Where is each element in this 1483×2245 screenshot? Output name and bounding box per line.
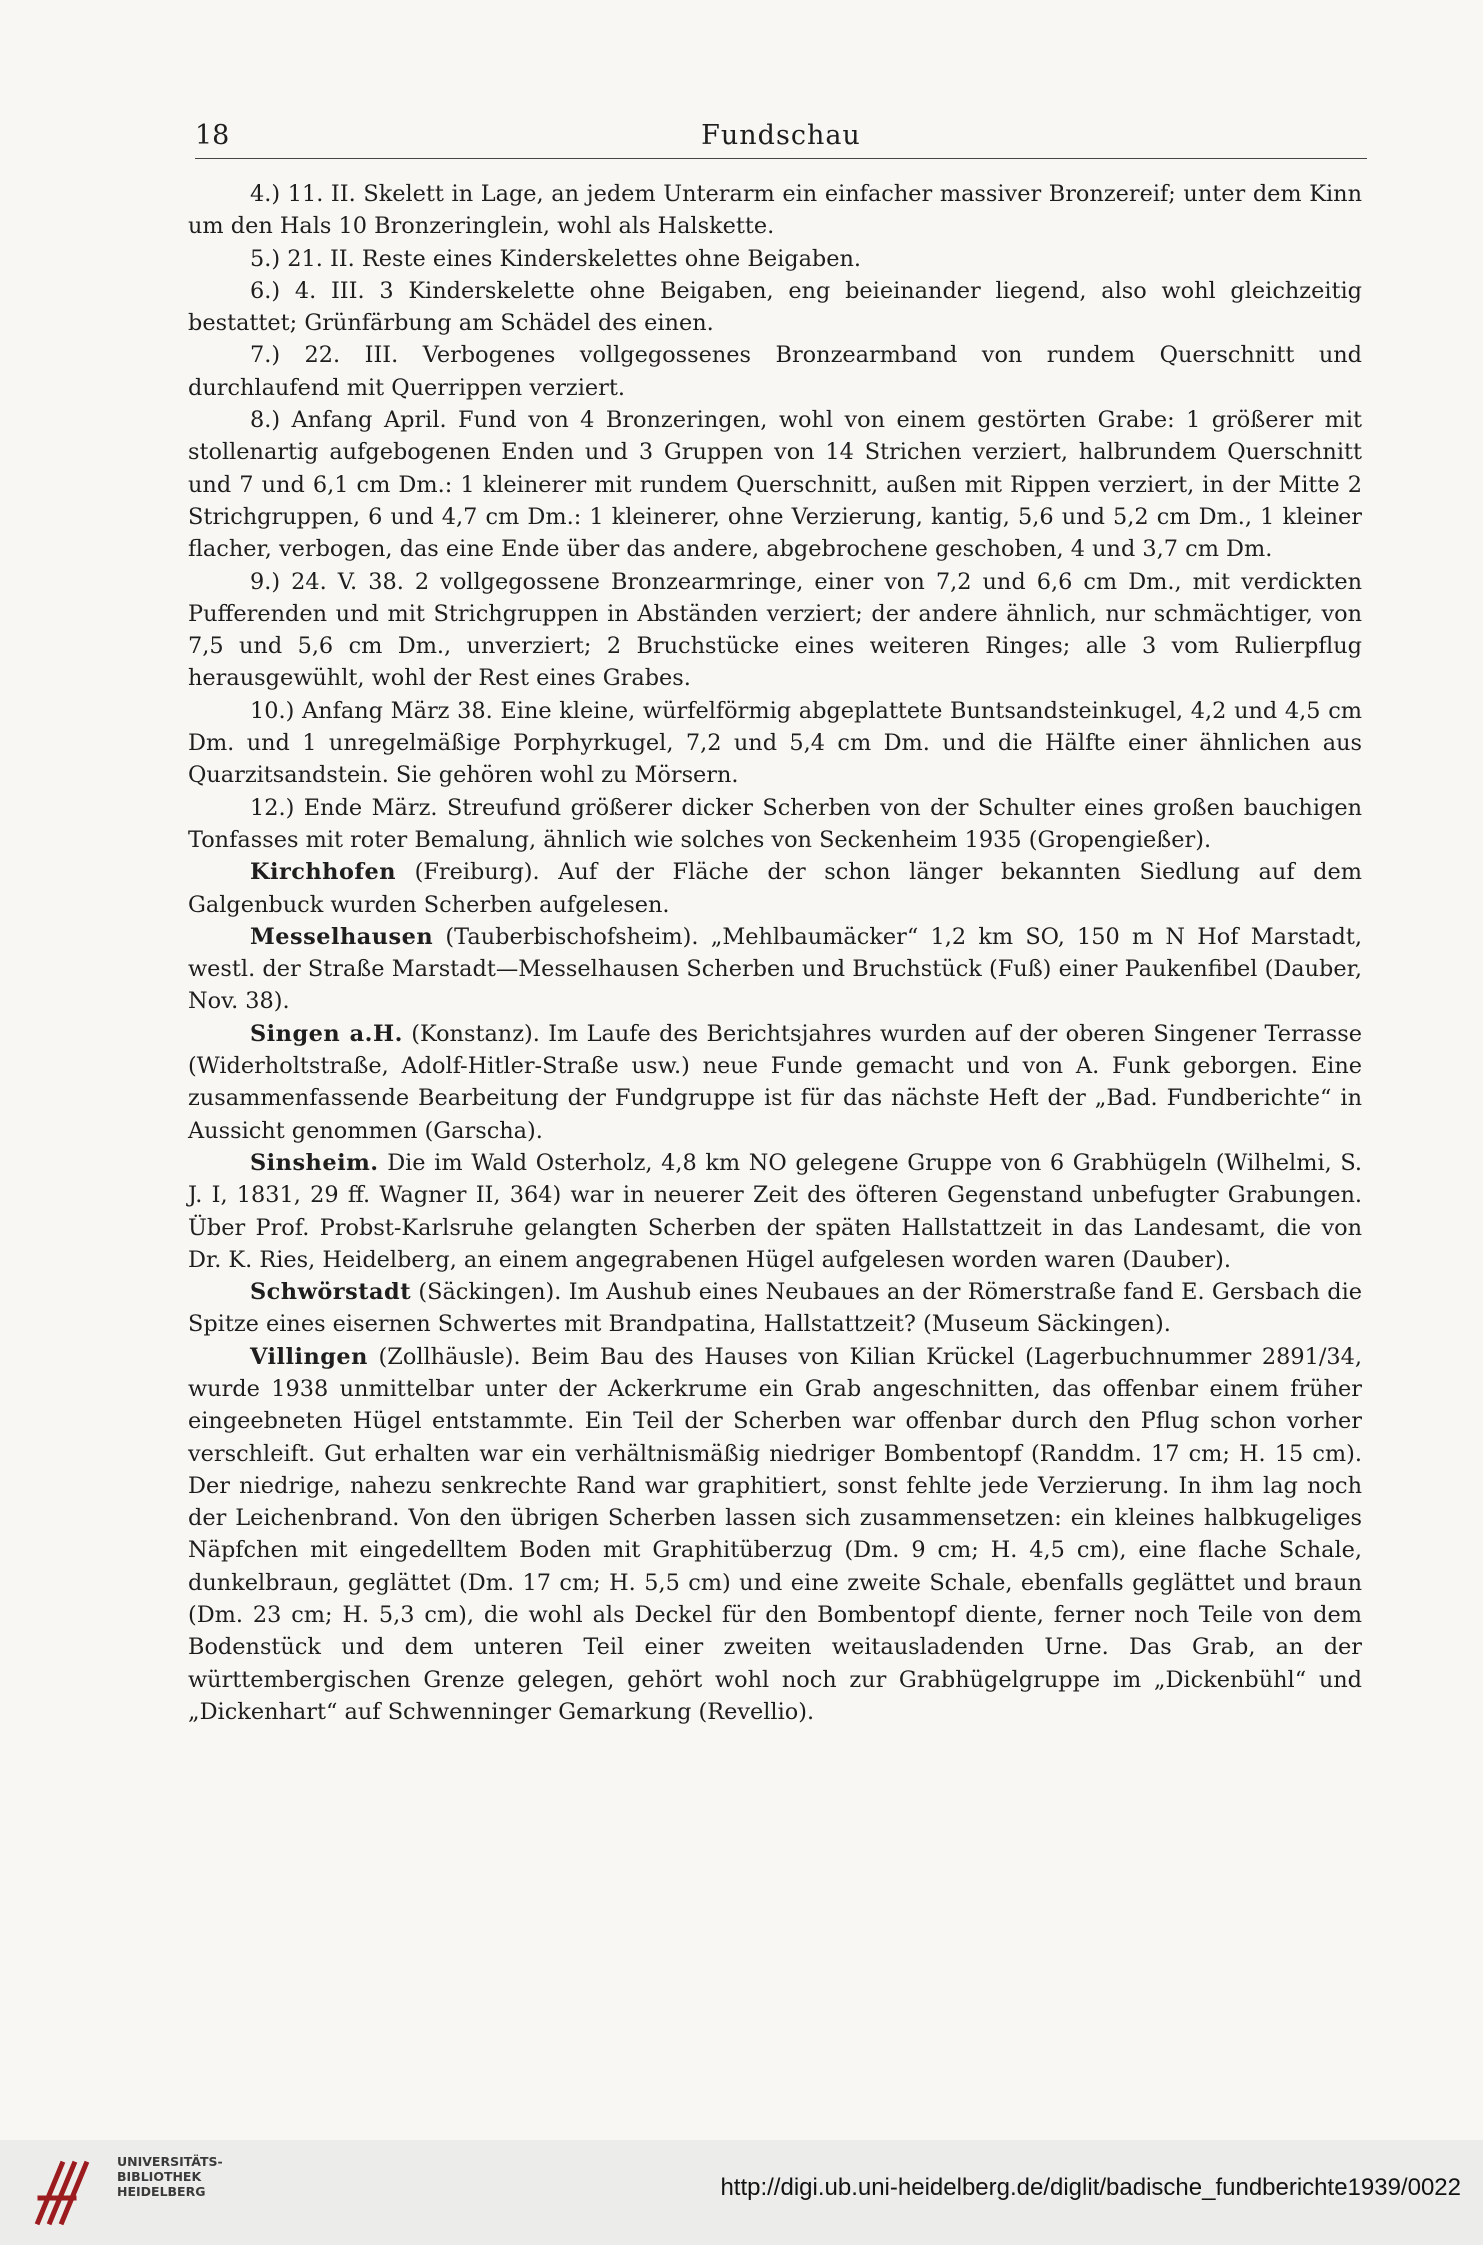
paragraph [188,566,1362,695]
paragraph [188,178,1362,243]
paragraph [188,1018,1362,1147]
paragraph-location: Sinsheim. [250,1149,379,1176]
paragraph-text: 6.) 4. III. 3 Kinderskelette ohne Beigaben, eng beieinander liegend, also wohl gleichzeitig bestattet; Grünfärbung am Schädel des einen. [188,277,1362,337]
paragraph-text: 4.) 11. II. Skelett in Lage, an jedem Unterarm ein einfacher massiver Bronzereif; unter dem Kinn um den Hals 10 Bronzeringlein, wohl als Halskette. [188,181,1362,240]
paragraph [188,856,1362,921]
paragraph-text: 5.) 21. II. Reste eines Kinderskelettes ohne Beigaben. [250,245,862,272]
paragraph [188,243,1362,275]
paragraph-text: 10.) Anfang März 38. Eine kleine, würfelförmig abgeplattete Buntsandsteinkugel, 4,2 und 4,5 cm Dm. und 1 unregelmäßige Porphyrkugel, 7,2 und 5,4 cm Dm. und die Hälfte einer ähnlichen aus Quarzitsandstein. Sie gehören wohl zu Mörsern. [188,697,1362,789]
paragraph-text: 9.) 24. V. 38. 2 vollgegossene Bronzearmringe, einer von 7,2 und 6,6 cm Dm., mit verdickten Pufferenden und mit Strichgruppen in Abständen verziert; der andere ähnlich, nur schmächtiger, von 7,5 und 5,6 cm Dm., unverziert; 2 Bruchstücke eines weiteren Ringes; alle 3 vom Rulierpflug herausgewühlt, wohl der Rest eines Grabes. [188,568,1362,692]
page-number: 18 [195,120,230,151]
paragraph-location: Kirchhofen [250,859,397,886]
paragraph [188,275,1362,340]
source-url[interactable]: http://digi.ub.uni-heidelberg.de/diglit/badische_fundberichte1939/0022 [720,2174,1461,2201]
library-logo[interactable] [32,2152,223,2232]
paragraph-location: Schwörstadt [250,1279,412,1306]
paragraph [188,1276,1362,1341]
paragraph-location: Villingen [250,1343,368,1370]
paragraph [188,1147,1362,1276]
paragraph-text: (Tauberbischofsheim). „Mehlbaumäcker“ 1,2 km SO, 150 m N Hof Marstadt, westl. der Straße Marstadt—Messelhausen Scherben und Bruchstück (Fuß) einer Paukenfibel (Dauber, Nov. 38). [188,923,1362,1015]
paragraph [188,921,1362,1018]
paragraph-text: (Zollhäusle). Beim Bau des Hauses von Kilian Krückel (Lagerbuchnummer 2891/34, wurde 1938 unmittelbar unter der Ackerkrume ein Grab angeschnitten, das offenbar einem früher eingeebneten Hügel entstammte. Ein Teil der Scherben war offenbar durch den Pflug schon vorher verschleift. Gut erhalten war ein verhältnismäßig niedriger Bombentopf (Randdm. 17 cm; H. 15 cm). Der niedrige, nahezu senkrechte Rand war graphitiert, sonst fehlte jede Verzierung. In ihm lag noch der Leichenbrand. Von den übrigen Scherben lassen sich zusammensetzen: ein kleines halbkugeliges Näpfchen mit eingedelltem Boden mit Graphitüberzug (Dm. 9 cm; H. 4,5 cm), eine flache Schale, dunkelbraun, geglättet (Dm. 17 cm; H. 5,5 cm) und eine zweite Schale, ebenfalls geglättet und braun (Dm. 23 cm; H. 5,3 cm), die wohl als Deckel für den Bombentopf diente, ferner noch Teile von dem Bodenstück und dem unteren Teil einer zweiten weitausladenden Urne. Das Grab, an der württembergischen Grenze gelegen, gehört wohl noch zur Grabhügelgruppe im „Dickenbühl“ und „Dickenhart“ auf Schwenninger Gemarkung (Revellio). [188,1343,1362,1725]
ub-heidelberg-logo-icon [32,2158,102,2230]
paragraph-text: 8.) Anfang April. Fund von 4 Bronzeringen, wohl von einem gestörten Grabe: 1 größerer mit stollenartig aufgebogenen Enden und 3 Gruppen von 14 Strichen verziert, halbrundem Querschnitt und 7 und 6,1 cm Dm.: 1 kleinerer mit rundem Querschnitt, außen mit Rippen verziert, in der Mitte 2 Strichgruppen, 6 und 4,7 cm Dm.: 1 kleinerer, ohne Verzierung, kantig, 5,6 und 5,2 cm Dm., 1 kleiner flacher, verbogen, das eine Ende über das andere, abgebrochene geschoben, 4 und 3,7 cm Dm. [188,407,1362,563]
paragraph-text: (Konstanz). Im Laufe des Berichtsjahres wurden auf der oberen Singener Terrasse (Widerholtstraße, Adolf-Hitler-Straße usw.) neue Funde gemacht und von A. Funk geborgen. Eine zusammenfassende Bearbeitung der Fundgruppe ist für das nächste Heft der „Bad. Fundberichte“ in Aussicht genommen (Garscha). [188,1020,1362,1144]
paragraph [188,404,1362,565]
viewer-footer [0,2140,1483,2245]
page-header [195,118,1367,159]
paragraph-location: Messelhausen [250,923,434,950]
library-name: UNIVERSITÄTS- BIBLIOTHEK HEIDELBERG [117,2154,223,2199]
paragraph [188,792,1362,857]
running-head: Fundschau [701,120,861,151]
paragraph [188,695,1362,792]
paragraph-text: (Freiburg). Auf der Fläche der schon länger bekannten Siedlung auf dem Galgenbuck wurden Scherben aufgelesen. [188,859,1362,918]
body-text [188,178,1362,1728]
paragraph [188,339,1362,404]
paragraph-text: 12.) Ende März. Streufund größerer dicker Scherben von der Schulter eines großen bauchigen Tonfasses mit roter Bemalung, ähnlich wie solches von Seckenheim 1935 (Gropengießer). [188,794,1362,853]
paragraph [188,1341,1362,1729]
paragraph-text: Die im Wald Osterholz, 4,8 km NO gelegene Gruppe von 6 Grabhügeln (Wilhelmi, S. J. I, 1831, 29 ff. Wagner II, 364) war in neuerer Zeit des öfteren Gegenstand unbefugter Grabungen. Über Prof. Probst-Karlsruhe gelangten Scherben der späten Hallstattzeit in das Landesamt, die von Dr. K. Ries, Heidelberg, an einem angegrabenen Hügel aufgelesen worden waren (Dauber). [188,1149,1362,1273]
paragraph-location: Singen a.H. [250,1020,403,1047]
paragraph-text: 7.) 22. III. Verbogenes vollgegossenes Bronzearmband von rundem Querschnitt und durchlaufend mit Querrippen verziert. [188,342,1362,401]
paragraph-text: (Säckingen). Im Aushub eines Neubaues an der Römerstraße fand E. Gersbach die Spitze eines eisernen Schwertes mit Brandpatina, Hallstattzeit? (Museum Säckingen). [188,1279,1362,1338]
